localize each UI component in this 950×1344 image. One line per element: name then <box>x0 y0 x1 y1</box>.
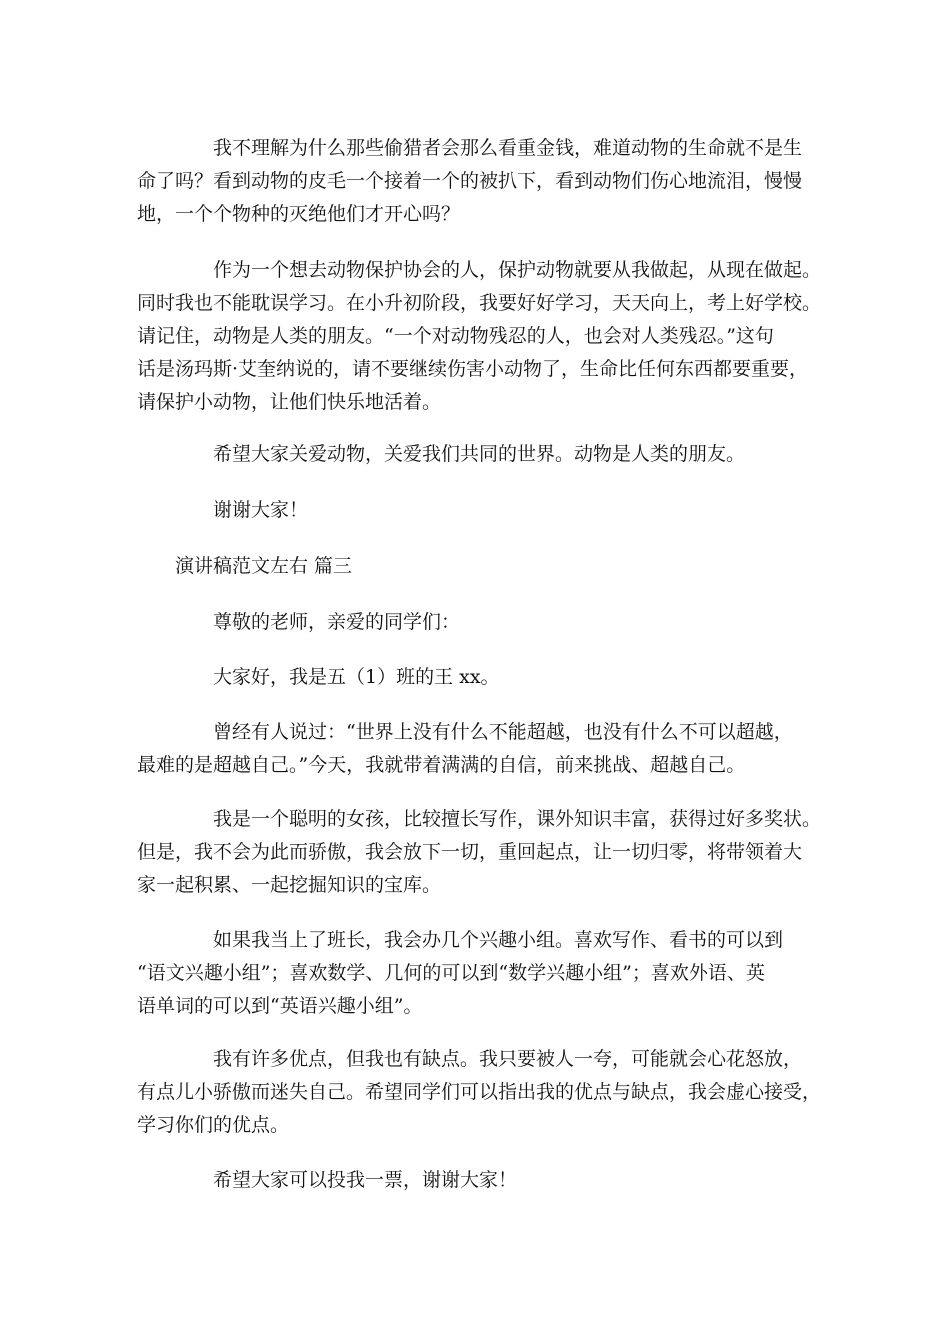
paragraph-salutation <box>137 606 827 639</box>
text-line: 我是一个聪明的女孩，比较擅长写作，课外知识丰富，获得过好多奖状。 <box>213 808 822 830</box>
text-line: 谢谢大家！ <box>213 499 309 521</box>
text-line: 语单词的可以到“英语兴趣小组”。 <box>137 995 423 1017</box>
text-line: 我不理解为什么那些偷猎者会那么看重金钱，难道动物的生命就不是生 <box>213 137 803 159</box>
paragraph-quote <box>137 716 827 782</box>
paragraph-strengths <box>137 1043 827 1142</box>
text-line: 曾经有人说过：“世界上没有什么不能超越，也没有什么不可以超越， <box>213 721 793 743</box>
text-line: 但是，我不会为此而骄傲，我会放下一切，重回起点，让一切归零，将带领着大 <box>137 841 803 863</box>
text-line: 请保护小动物，让他们快乐地活着。 <box>137 391 442 413</box>
text-line: 希望大家可以投我一票，谢谢大家！ <box>213 1169 518 1191</box>
text-line: 话是汤玛斯·艾奎纳说的，请不要继续伤害小动物了，生命比任何东西都要重要， <box>137 358 809 380</box>
text-line: 最难的是超越自己。”今天，我就带着满满的自信，前来挑战、超越自己。 <box>137 754 746 776</box>
paragraph-poachers <box>137 132 827 231</box>
paragraph-hope <box>137 438 827 471</box>
text-line: 请记住，动物是人类的朋友。“一个对动物残忍的人，也会对人类残忍。”这句 <box>137 325 774 347</box>
section-heading <box>137 550 827 583</box>
text-line: 尊敬的老师，亲爱的同学们： <box>213 611 461 633</box>
text-line: 大家好，我是五（1）班的王 xx。 <box>213 666 500 688</box>
text-line: 我有许多优点，但我也有缺点。我只要被人一夸，可能就会心花怒放， <box>213 1048 803 1070</box>
text-line: 家一起积累、一起挖掘知识的宝库。 <box>137 874 442 896</box>
paragraph-protect-animals <box>137 254 827 419</box>
paragraph-closing <box>137 1164 827 1197</box>
paragraph-thanks <box>137 494 827 527</box>
text-line: 地，一个个物种的灭绝他们才开心吗？ <box>137 203 461 225</box>
section-title: 演讲稿范文左右 篇三 <box>175 555 353 577</box>
text-line: 命了吗？看到动物的皮毛一个接着一个的被扒下，看到动物们伤心地流泪，慢慢 <box>137 170 803 192</box>
paragraph-self-intro <box>137 803 827 902</box>
paragraph-greeting <box>137 661 827 694</box>
text-line: 作为一个想去动物保护协会的人，保护动物就要从我做起，从现在做起。 <box>213 259 822 281</box>
text-line: 同时我也不能耽误学习。在小升初阶段，我要好好学习，天天向上，考上好学校。 <box>137 292 822 314</box>
text-line: “语文兴趣小组”；喜欢数学、几何的可以到“数学兴趣小组”；喜欢外语、英 <box>137 962 765 984</box>
text-line: 学习你们的优点。 <box>137 1114 290 1136</box>
text-line: 有点儿小骄傲而迷失自己。希望同学们可以指出我的优点与缺点，我会虚心接受， <box>137 1081 822 1103</box>
text-line: 如果我当上了班长，我会办几个兴趣小组。喜欢写作、看书的可以到 <box>213 929 784 951</box>
paragraph-interest-groups <box>137 924 827 1023</box>
text-line: 希望大家关爱动物，关爱我们共同的世界。动物是人类的朋友。 <box>213 443 746 465</box>
